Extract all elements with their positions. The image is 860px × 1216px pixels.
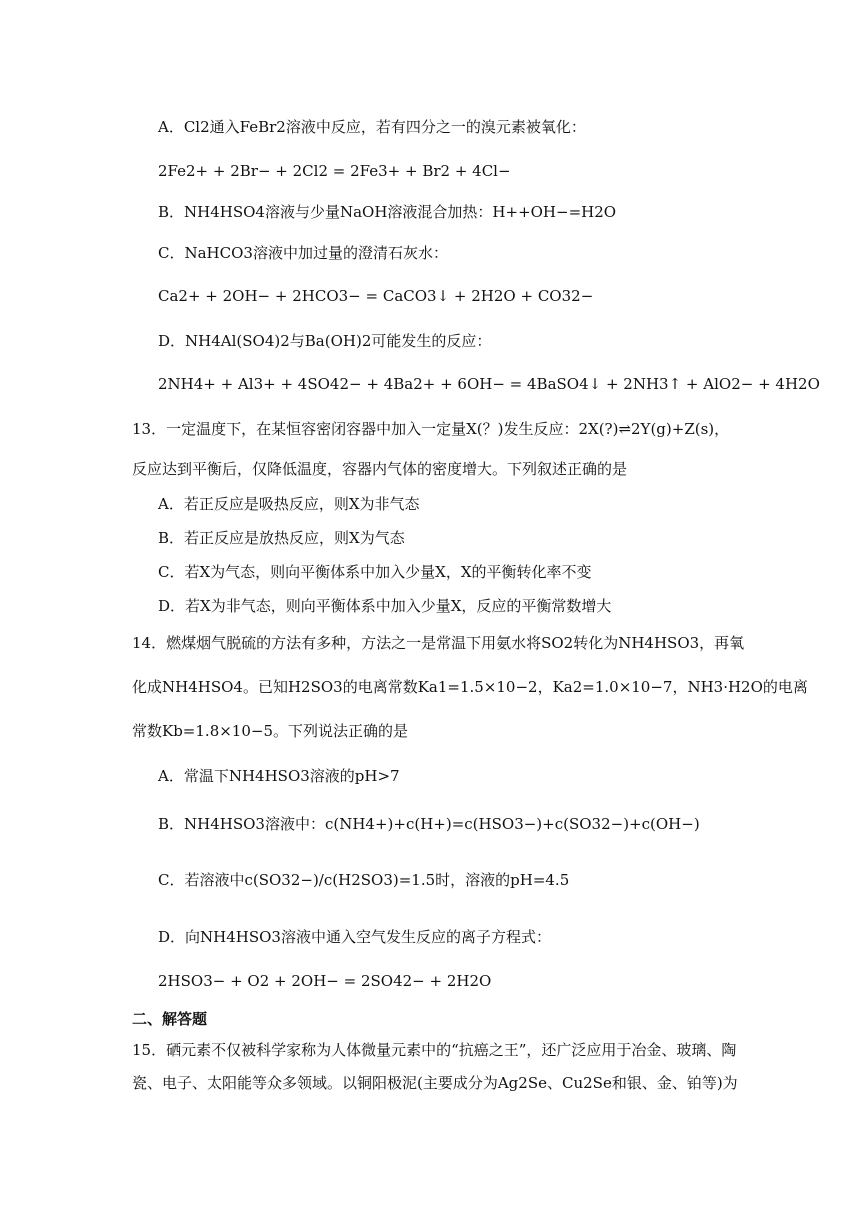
q13-stem-line2: 反应达到平衡后，仅降低温度，容器内气体的密度增大。下列叙述正确的是: [132, 460, 628, 478]
q15-line2: 瓷、电子、太阳能等众多领域。以铜阳极泥(主要成分为Ag2Se、Cu2Se和银、金、铂等)为: [132, 1074, 738, 1092]
q12-option-c-equation: Ca2+ + 2OH− + 2HCO3− = CaCO3↓ + 2H2O + CO32−: [158, 287, 594, 305]
q14-option-c: C．若溶液中c(SO32−)/c(H2SO3)=1.5时，溶液的pH=4.5: [158, 871, 570, 889]
q12-option-d-equation: 2NH4+ + Al3+ + 4SO42− + 4Ba2+ + 6OH− = 4BaSO4↓ + 2NH3↑ + AlO2− + 4H2O: [158, 375, 820, 393]
q14-stem-line1: 14．燃煤烟气脱硫的方法有多种，方法之一是常温下用氨水将SO2转化为NH4HSO3，再氧: [132, 634, 745, 652]
q14-option-d: D．向NH4HSO3溶液中通入空气发生反应的离子方程式：: [158, 928, 551, 946]
q12-option-a-equation: 2Fe2+ + 2Br− + 2Cl2 = 2Fe3+ + Br2 + 4Cl−: [158, 162, 511, 180]
q13-option-c: C．若X为气态，则向平衡体系中加入少量X，X的平衡转化率不变: [158, 563, 592, 581]
q14-option-b: B．NH4HSO3溶液中：c(NH4+)+c(H+)=c(HSO3−)+c(SO32−)+c(OH−): [158, 815, 700, 833]
q14-stem-line2: 化成NH4HSO4。已知H2SO3的电离常数Ka1=1.5×10−2，Ka2=1.0×10−7，NH3·H2O的电离: [132, 678, 808, 696]
q12-option-b: B．NH4HSO4溶液与少量NaOH溶液混合加热：H++OH−=H2O: [158, 203, 617, 221]
q12-option-d: D．NH4Al(SO4)2与Ba(OH)2可能发生的反应：: [158, 332, 492, 350]
q12-option-a: A．Cl2通入FeBr2溶液中反应，若有四分之一的溴元素被氧化：: [158, 118, 586, 136]
q13-stem-line1: 13．一定温度下，在某恒容密闭容器中加入一定量X(？)发生反应：2X(?)⇌2Y(g)+Z(s)，: [132, 420, 730, 438]
q13-option-b: B．若正反应是放热反应，则X为气态: [158, 529, 405, 547]
q14-stem-line3: 常数Kb=1.8×10−5。下列说法正确的是: [132, 722, 408, 740]
q14-option-a: A．常温下NH4HSO3溶液的pH>7: [158, 767, 400, 785]
q15-line1: 15．硒元素不仅被科学家称为人体微量元素中的“抗癌之王”，还广泛应用于冶金、玻璃、陶: [132, 1041, 737, 1059]
section-title: 二、解答题: [132, 1010, 208, 1028]
q13-option-d: D．若X为非气态，则向平衡体系中加入少量X，反应的平衡常数增大: [158, 597, 612, 615]
q12-option-c: C．NaHCO3溶液中加过量的澄清石灰水：: [158, 244, 448, 262]
q14-option-d-equation: 2HSO3− + O2 + 2OH− = 2SO42− + 2H2O: [158, 972, 492, 990]
q13-option-a: A．若正反应是吸热反应，则X为非气态: [158, 495, 420, 513]
